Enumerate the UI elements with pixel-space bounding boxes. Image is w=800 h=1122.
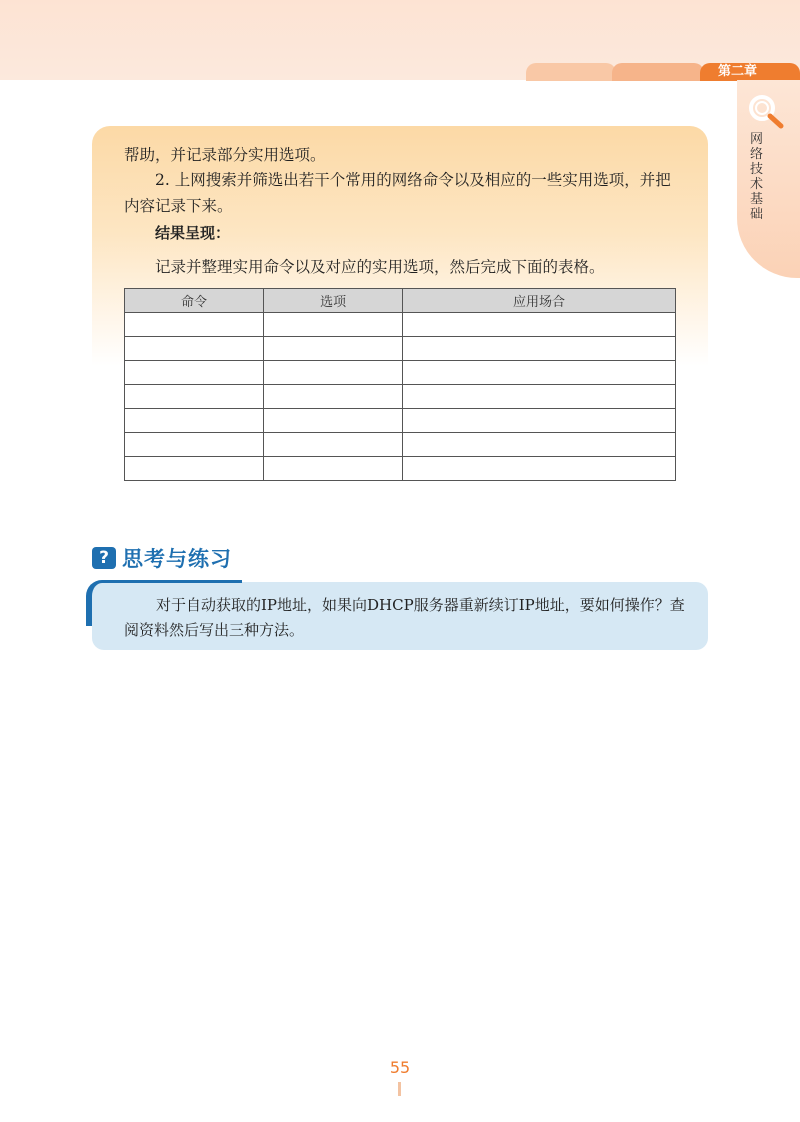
chapter-tab-1 <box>526 63 616 81</box>
page-number: 55 <box>389 1058 411 1077</box>
table-cell[interactable] <box>403 409 676 433</box>
table-cell[interactable] <box>264 361 403 385</box>
table-header-option: 选项 <box>264 289 403 313</box>
table-header-command: 命令 <box>125 289 264 313</box>
question-icon: ? <box>92 547 116 569</box>
table-cell[interactable] <box>403 433 676 457</box>
table-cell[interactable] <box>403 457 676 481</box>
table-cell[interactable] <box>125 385 264 409</box>
table-row <box>125 313 676 337</box>
chapter-label: 第二章 <box>700 63 800 81</box>
chapter-tab-2 <box>612 63 704 81</box>
table-row <box>125 457 676 481</box>
table-cell[interactable] <box>403 361 676 385</box>
result-heading: 结果呈现： <box>155 224 231 242</box>
table-cell[interactable] <box>264 457 403 481</box>
side-title: 网络技术基础 <box>750 132 764 222</box>
activity-line-1: 帮助，并记录部分实用选项。 <box>124 146 326 164</box>
exercise-text: 对于自动获取的IP地址，如果向DHCP服务器重新续订IP地址，要如何操作？查阅资料然后写出三种方法。 <box>124 596 685 639</box>
activity-line-2: 2. 上网搜索并筛选出若干个常用的网络命令以及相应的一些实用选项，并把内容记录下来。 <box>124 171 671 215</box>
table-row <box>125 385 676 409</box>
table-cell[interactable] <box>125 409 264 433</box>
table-row <box>125 337 676 361</box>
table-row <box>125 361 676 385</box>
table-cell[interactable] <box>264 385 403 409</box>
table-row <box>125 409 676 433</box>
page-tick <box>398 1082 401 1096</box>
table-cell[interactable] <box>125 433 264 457</box>
table-cell[interactable] <box>403 337 676 361</box>
table-cell[interactable] <box>125 337 264 361</box>
magnifier-icon <box>745 92 785 130</box>
command-table <box>124 288 676 481</box>
table-cell[interactable] <box>125 457 264 481</box>
table-header-usage: 应用场合 <box>403 289 676 313</box>
exercise-title: 思考与练习 <box>122 547 232 571</box>
table-cell[interactable] <box>125 313 264 337</box>
table-cell[interactable] <box>264 313 403 337</box>
exercise-section-title <box>92 545 232 571</box>
table-row <box>125 433 676 457</box>
table-cell[interactable] <box>403 313 676 337</box>
activity-line-3: 记录并整理实用命令以及对应的实用选项，然后完成下面的表格。 <box>155 258 605 276</box>
table-cell[interactable] <box>264 337 403 361</box>
table-cell[interactable] <box>125 361 264 385</box>
table-cell[interactable] <box>264 433 403 457</box>
table-header-row <box>125 289 676 313</box>
table-cell[interactable] <box>264 409 403 433</box>
table-cell[interactable] <box>403 385 676 409</box>
